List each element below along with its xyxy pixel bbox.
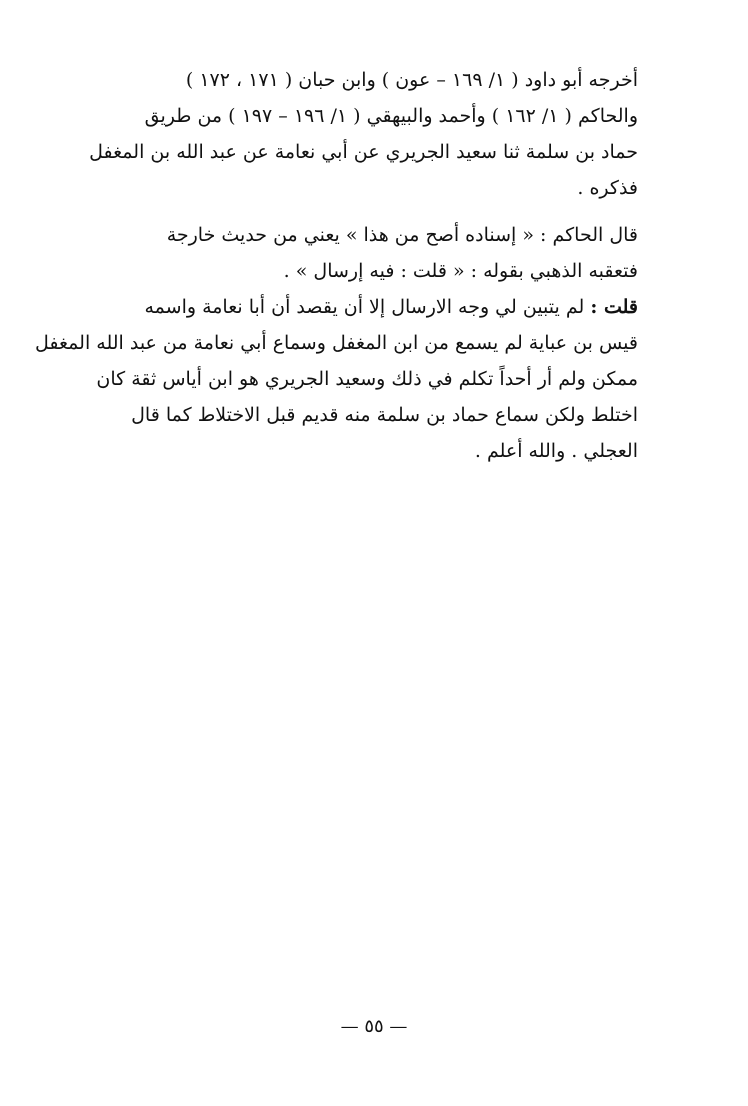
first-line-text: لم يتبين لي وجه الارسال إلا أن يقصد أن أبا نعامة واسمه (144, 296, 585, 318)
paragraph-hakim-comment (118, 217, 638, 289)
text-line: العجلي . والله أعلم . (474, 440, 638, 462)
text-line: والحاكم ( ١/ ١٦٢ ) وأحمد والبيهقي ( ١/ ١٩٦ – ١٩٧ ) من طريق (144, 105, 638, 127)
lead-word: قلت : (590, 296, 638, 318)
text-line: فتعقبه الذهبي بقوله : « قلت : فيه إرسال » . (283, 260, 638, 282)
text-line: ممكن ولم أر أحداً تكلم في ذلك وسعيد الجريري هو ابن أياس ثقة كان (96, 368, 638, 390)
page-number: — ٥٥ — (340, 1016, 408, 1037)
text-line-first (118, 289, 638, 325)
text-line: حماد بن سلمة ثنا سعيد الجريري عن أبي نعامة عن عبد الله بن المغفل (89, 141, 638, 163)
text-line: قال الحاكم : « إسناده أصح من هذا » يعني من حديث خارجة (166, 224, 638, 246)
text-line: قيس بن عباية لم يسمع من ابن المغفل وسماع أبي نعامة من عبد الله المغفل (35, 332, 638, 354)
paragraph-author-note (35, 289, 638, 469)
paragraph-takhrij (89, 62, 638, 206)
text-line: أخرجه أبو داود ( ١/ ١٦٩ – عون ) وابن حبان ( ١٧١ ، ١٧٢ ) (185, 69, 638, 91)
text-line: اختلط ولكن سماع حماد بن سلمة منه قديم قبل الاختلاط كما قال (131, 404, 638, 426)
text-line: فذكره . (577, 177, 638, 199)
